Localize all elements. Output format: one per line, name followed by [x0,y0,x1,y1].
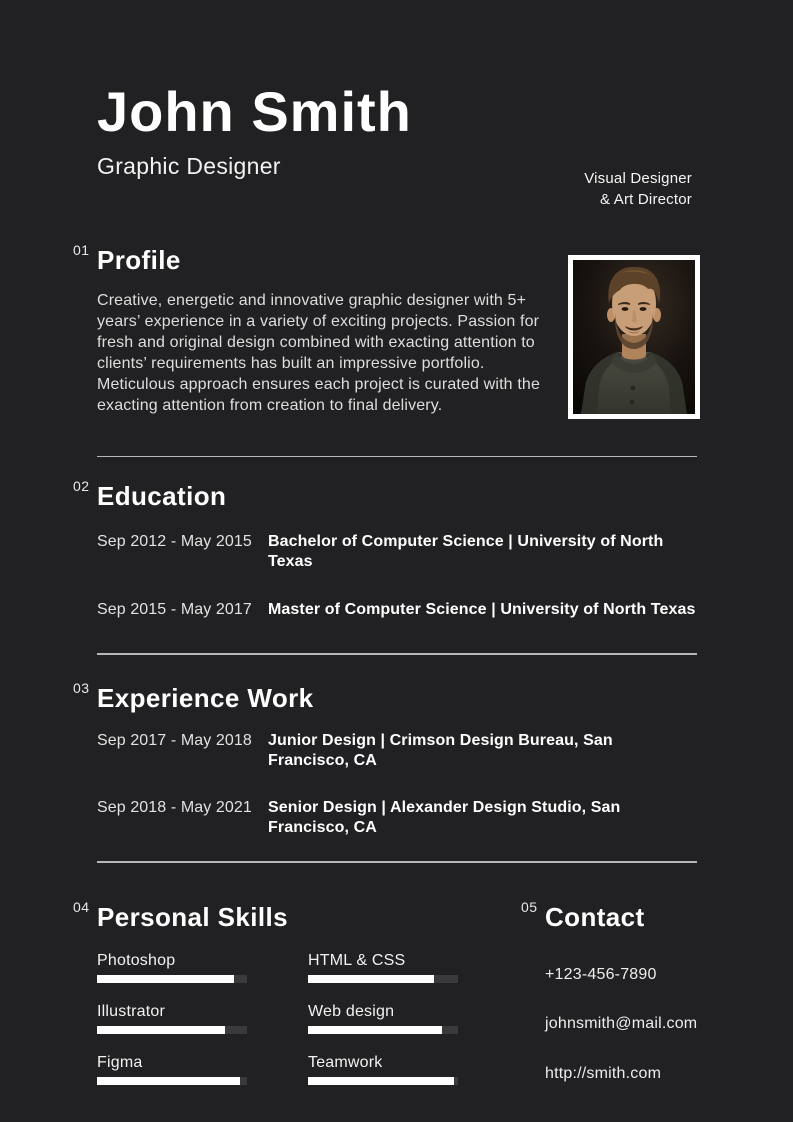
skill-label: HTML & CSS [308,951,406,969]
skill-bar-track [308,1077,458,1085]
skill-item [97,1002,247,1034]
experience-detail: Junior Design | Crimson Design Bureau, San Francisco, CA [268,732,613,770]
experience-row [97,798,697,838]
experience-section-number: 03 [73,679,90,696]
section-experience [73,679,697,838]
education-dates: Sep 2015 - May 2017 [97,601,252,619]
skill-label: Web design [308,1002,395,1020]
skill-bar-fill [97,1077,240,1085]
skill-bar-fill [97,975,234,983]
skill-item [308,1002,458,1034]
skill-item [308,951,458,983]
section-contact [521,898,698,1085]
skill-bar-track [97,1077,247,1085]
portrait-illustration [573,260,695,414]
skill-label: Figma [97,1053,143,1071]
education-row [97,600,697,620]
experience-heading [73,679,697,714]
skill-label: Illustrator [97,1002,165,1020]
skill-bar-fill [308,1077,454,1085]
experience-detail: Senior Design | Alexander Design Studio, San Francisco, CA [268,799,621,837]
skill-label: Teamwork [308,1053,383,1071]
contact-phone[interactable]: +123-456-7890 [545,965,657,983]
skill-label: Photoshop [97,951,176,969]
contact-title: Contact [545,901,645,932]
skill-item [97,1053,247,1085]
contact-email[interactable]: johnsmith@mail.com [545,1014,698,1032]
education-dates: Sep 2012 - May 2015 [97,533,252,551]
tagline-line-2: & Art Director [600,191,692,208]
experience-title: Experience Work [97,682,314,713]
divider-2 [97,653,697,655]
skills-grid [97,951,545,1085]
skills-title: Personal Skills [97,901,288,932]
contact-heading [521,898,697,933]
experience-row [97,731,697,771]
skill-bar-track [308,975,458,983]
skill-bar-track [97,1026,247,1034]
section-education [73,478,697,620]
profile-photo [568,255,700,419]
profile-section-number: 01 [73,241,90,258]
education-detail: Master of Computer Science | University of North Texas [268,601,696,619]
divider-3 [97,861,697,863]
skills-section-number: 04 [73,898,90,915]
section-skills [73,898,545,1085]
skill-item [308,1053,458,1085]
person-name: John Smith [97,80,412,143]
person-role: Graphic Designer [97,153,281,179]
profile-title: Profile [97,244,181,275]
skill-bar-track [308,1026,458,1034]
skill-bar-fill [308,1026,442,1034]
experience-dates: Sep 2018 - May 2021 [97,799,252,817]
contact-website[interactable]: http://smith.com [545,1064,662,1082]
contact-section-number: 05 [521,898,538,915]
skill-bar-fill [308,975,434,983]
tagline [584,168,692,210]
contact-list [545,965,697,1084]
skill-bar-track [97,975,247,983]
tagline-line-1: Visual Designer [584,170,692,187]
education-detail: Bachelor of Computer Science | University of North Texas [268,533,664,571]
experience-dates: Sep 2017 - May 2018 [97,732,252,750]
skill-item [97,951,247,983]
education-heading [73,478,697,512]
divider-1 [97,456,697,458]
profile-text: Creative, energetic and innovative graphic designer with 5+ years’ experience in a variety of exciting projects. Passion for fresh and original design combined with exacting attention to clients’ requirements has built an impressive portfolio. Meticulous approach ensures each project is curated with the exacting attention from creation to final delivery. [97,291,541,414]
skill-bar-fill [97,1026,225,1034]
education-section-number: 02 [73,478,90,495]
education-title: Education [97,481,227,512]
education-row [97,532,697,572]
skills-heading [73,898,545,933]
